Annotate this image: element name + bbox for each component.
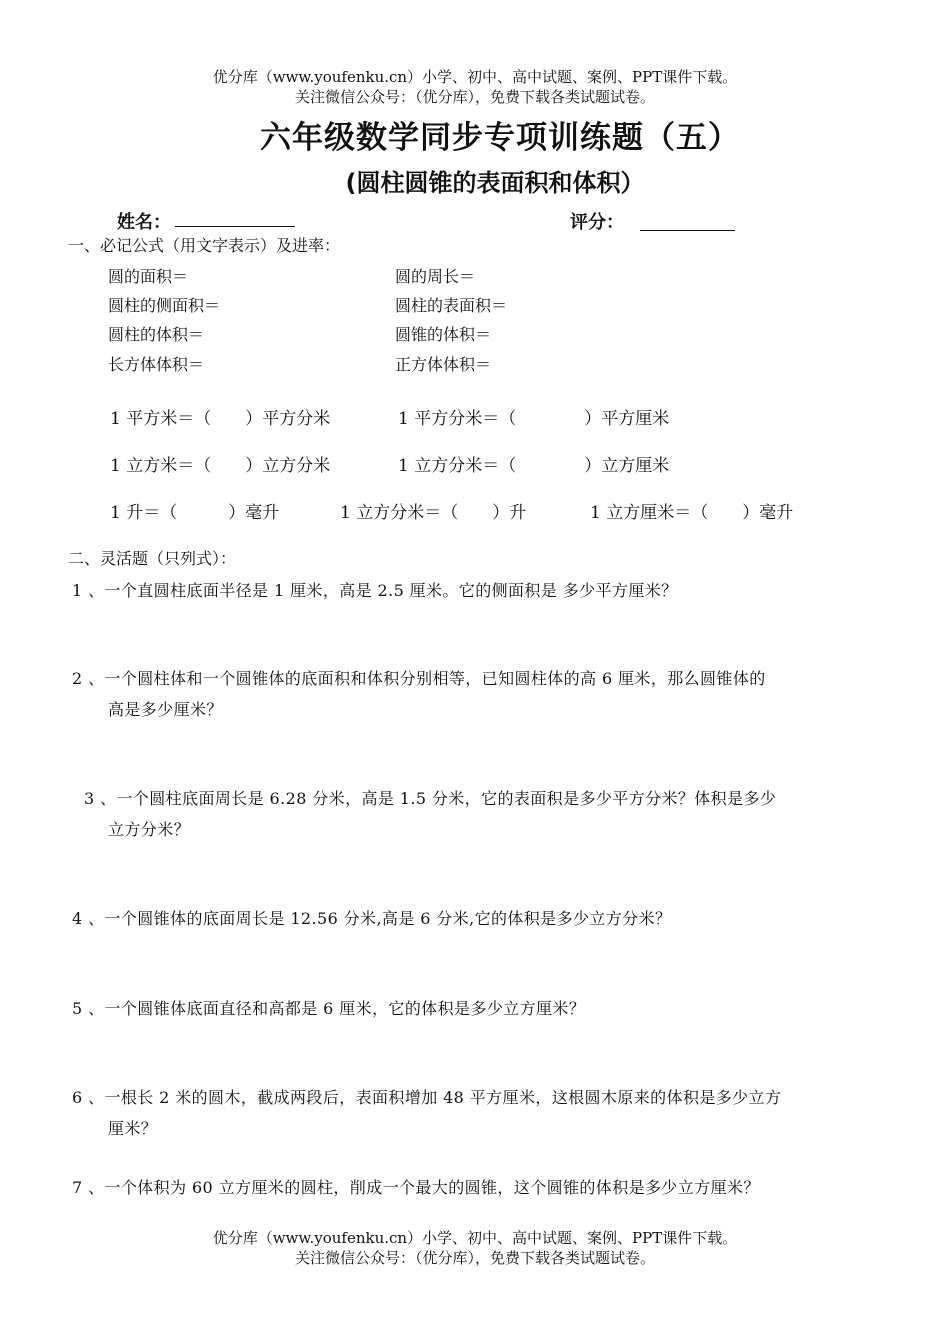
formula-circle-area: 圆的面积＝ xyxy=(108,267,189,286)
header-line-2: 关注微信公众号：（优分库），免费下载各类试题试卷。 xyxy=(294,88,655,106)
question-5: 5 、一个圆锥体底面直径和高都是 6 厘米，它的体积是多少立方厘米？ xyxy=(72,999,586,1018)
conversion-dm3-l: 1 立方分米＝（ ）升 xyxy=(340,503,527,523)
conversion-m3-dm3: 1 立方米＝（ ）立方分米 xyxy=(110,456,331,476)
header-line-1: 优分库（www.youfenku.cn）小学、初中、高中试题、案例、PPT课件下载。 xyxy=(212,68,738,86)
question-3-continued: 立方分米？ xyxy=(108,820,191,839)
formula-cylinder-surface-area: 圆柱的表面积＝ xyxy=(395,296,508,315)
question-6-continued: 厘米？ xyxy=(108,1119,158,1138)
conversion-cm3-ml: 1 立方厘米＝（ ）毫升 xyxy=(590,503,794,523)
score-label: 评分： xyxy=(570,212,624,233)
formula-cylinder-lateral-area: 圆柱的侧面积＝ xyxy=(108,296,221,315)
name-label: 姓名： xyxy=(117,212,171,233)
question-6: 6 、一根长 2 米的圆木，截成两段后，表面积增加 48 平方厘米，这根圆木原来的体积是多少立方 xyxy=(72,1088,782,1107)
page-subtitle: (圆柱圆锥的表面积和体积） xyxy=(345,169,645,197)
question-2-continued: 高是多少厘米？ xyxy=(108,700,223,719)
question-2: 2 、一个圆柱体和一个圆锥体的底面积和体积分别相等，已知圆柱体的高 6 厘米，那么圆锥体的 xyxy=(72,669,766,688)
section-2-heading: 二、灵活题（只列式）： xyxy=(68,549,237,568)
section-1-heading: 一、必记公式（用文字表示）及进率： xyxy=(68,236,341,255)
conversion-sqdm-sqcm: 1 平方分米＝（ ）平方厘米 xyxy=(398,409,670,429)
footer-line-1: 优分库（www.youfenku.cn）小学、初中、高中试题、案例、PPT课件下载。 xyxy=(212,1229,738,1247)
page-title: 六年级数学同步专项训练题（五） xyxy=(260,120,740,156)
question-4: 4 、一个圆锥体的底面周长是 12.56 分米,高是 6 分米,它的体积是多少立方分米？ xyxy=(72,909,672,928)
footer-line-2: 关注微信公众号：（优分库），免费下载各类试题试卷。 xyxy=(294,1249,655,1267)
formula-circle-circumference: 圆的周长＝ xyxy=(395,267,476,286)
formula-cuboid-volume: 长方体体积＝ xyxy=(108,355,205,374)
name-field-line[interactable] xyxy=(175,226,295,227)
question-1: 1 、一个直圆柱底面半径是 1 厘米，高是 2.5 厘米。它的侧面积是 多少平方厘米？ xyxy=(72,581,678,600)
conversion-sqm-sqdm: 1 平方米＝（ ）平方分米 xyxy=(110,409,331,429)
conversion-dm3-cm3: 1 立方分米＝（ ）立方厘米 xyxy=(398,456,670,476)
question-7: 7 、一个体积为 60 立方厘米的圆柱，削成一个最大的圆锥，这个圆锥的体积是多少立方厘米？ xyxy=(72,1178,760,1197)
conversion-l-ml: 1 升＝（ ）毫升 xyxy=(110,503,280,523)
question-3: 3 、一个圆柱底面周长是 6.28 分米，高是 1.5 分米，它的表面积是多少平方分米？体积是多少 xyxy=(84,789,777,808)
formula-cube-volume: 正方体体积＝ xyxy=(395,355,492,374)
score-field-line[interactable] xyxy=(640,230,735,231)
formula-cone-volume: 圆锥的体积＝ xyxy=(395,325,492,344)
formula-cylinder-volume: 圆柱的体积＝ xyxy=(108,325,205,344)
